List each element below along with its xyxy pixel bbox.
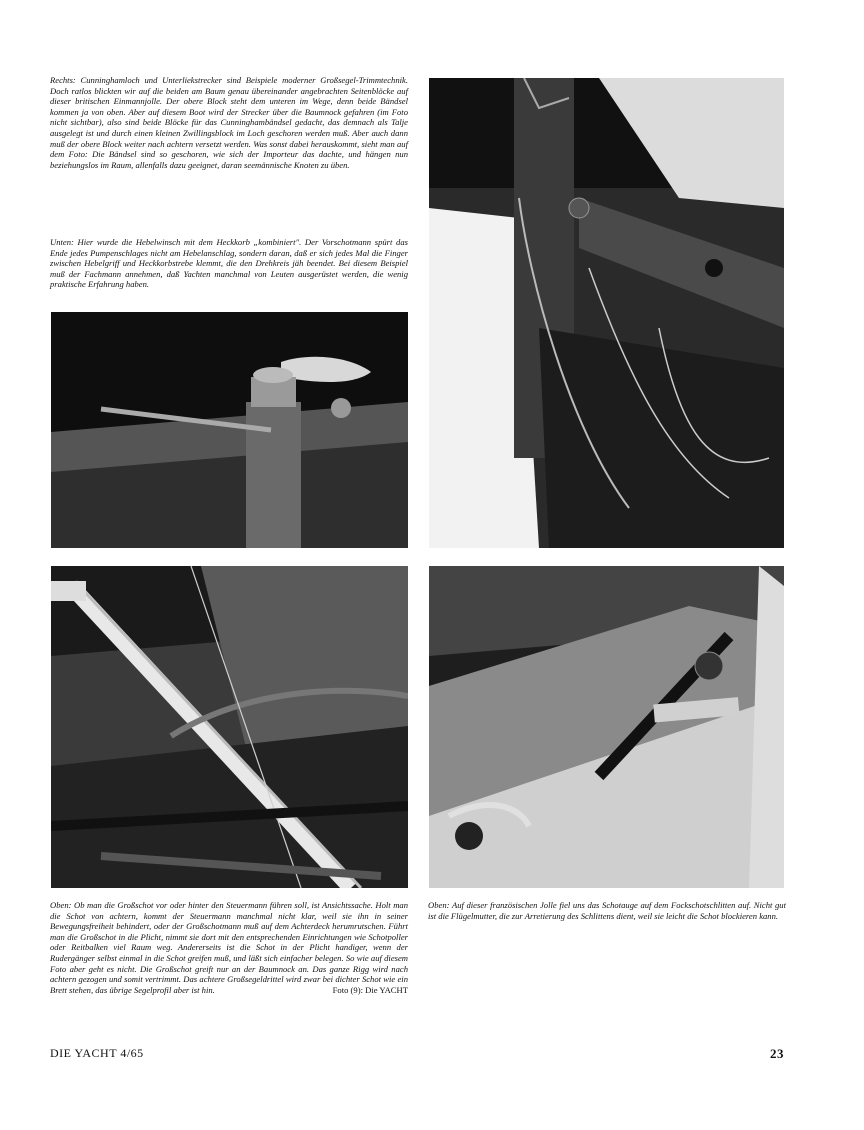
photo-mainsheet [51, 566, 408, 888]
caption-jib-car: Oben: Auf dieser französischen Jolle fiel uns das Schotauge auf dem Fockschotschlitten auf. Nicht gut ist die Flügelmutter, die zur Arretierung des Schlittens dient, weil sie leicht die Schot blockieren kann. [428, 900, 786, 921]
footer-magazine: DIE YACHT 4/65 [50, 1046, 144, 1060]
photo-lever-winch [51, 312, 408, 548]
caption-mainsheet-text: Oben: Ob man die Großschot vor oder hinter den Steuermann führen soll, ist Ansichtssache. Holt man die Schot von achtern, kommt der Steuermann manchmal nicht klar, weil sie ihn in seiner Bewegungsfreiheit behindert, oder der Großschotmann muß auf dem Achterdeck herumrutschen. Führt man die Großschot in die Plicht, nimmt sie dort mit den entsprechenden Einrichtungen wie Schotpoller oder Reitbalken viel Raum weg. Andererseits ist die Schot in der Plicht handiger, wenn der Rudergänger selbst einmal in die Schot greifen muß, und läßt sich einfacher belegen. So wie auf diesem Foto aber geht es nicht. Die Großschot greift nur an der Baumnock an. Das ganze Rigg wird nach achtern gezogen und somit vertrimmt. Das achtere Großsegeldrittel wird zwar bei dichter Schot wie ein Brett stehen, das übrige Segelprofil aber ist hin. [50, 900, 408, 995]
photo-boom-blocks [429, 78, 784, 548]
caption-cunningham: Rechts: Cunninghamloch und Unterliekstrecker sind Beispiele moderner Großsegel-Trimmtechnik. Doch ratlos blickten wir auf die beiden am Baum genau übereinander angebrachten Seitenblöcke auf dieser britischen Einmannjolle. Der obere Block steht dem unteren im Wege, denn beide Bändsel kommen ja von oben. Aber auf diesem Boot wird der Strecker über die Baumnock gefahren (im Foto nicht sichtbar), also sind beide Blöcke für das Cunninghambändsel gedacht, das demnach als Talje ausgelegt ist und durch einen kleinen Zwillingsblock im Loch geschoren werden muß. Aber auch dann muß der obere Block weiter nach achtern versetzt werden. Was sonst dabei herauskommt, sieht man auf dem Foto: Die Bändsel sind so geschoren, wie sich der Importeur das dachte, und hängen nun beziehungslos im Raum, allenfalls dazu geeignet, daran seemännische Knoten zu üben. [50, 75, 408, 170]
photo-jib-car [429, 566, 784, 888]
caption-mainsheet [50, 900, 408, 995]
photo-credit: Foto (9): Die YACHT [332, 984, 408, 995]
page-number: 23 [770, 1046, 784, 1061]
caption-lever-winch: Unten: Hier wurde die Hebelwinsch mit dem Heckkorb „kombiniert". Der Vorschotmann spürt das Ende jedes Pumpenschlages nicht am Hebelanschlag, sondern daran, daß er sich jedes Mal die Finger zwischen Hebelgriff und Heckkorbstrebe klemmt, die den Drehkreis jäh beendet. Bei diesem Beispiel muß der Fachmann annehmen, daß Yachten manchmal von Leuten ausgerüstet werden, die wenig praktische Erfahrung haben. [50, 237, 408, 290]
